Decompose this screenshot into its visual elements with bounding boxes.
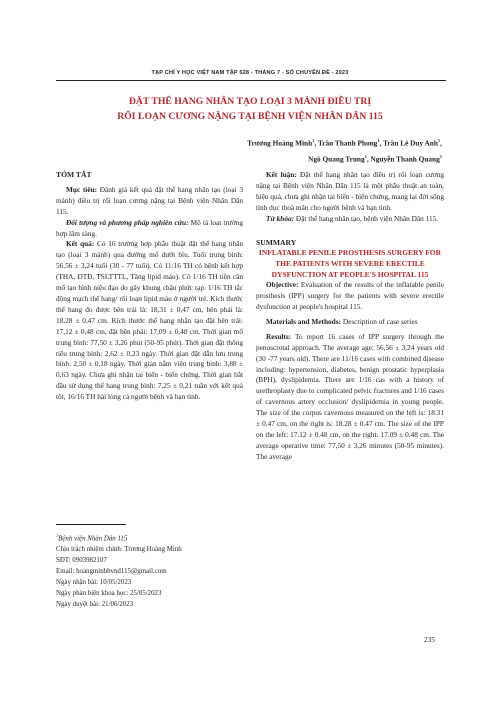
author-affiliation: 1 [377, 138, 380, 143]
results-en-paragraph [256, 332, 444, 463]
header-rule [56, 80, 446, 81]
author-affiliation: 1 [312, 138, 315, 143]
keywords-label: Từ khóa: [266, 213, 295, 223]
results-text: Có 16 trường hợp phẫu thuật đặt thể hang nhân tạo (loại 3 mảnh) qua đường mổ dưới bìu. Tuổi trung bình: 56,56 ± 3,24 tuổi (30 - 77 tuổi). Có 11/16 TH có bệnh kết hợp (THA, ĐTĐ, TSLTTTL, Tăng lipid máu). Có 1/16 TH tiền căn mổ tạo hình niệu đạo do gãy khung chậu phức tạp. 1/16 TH tắc động mạch thể hang/ rối loạn lipid máu ở người trẻ. Kích thước thể hang đo được bên trái là: 18,31 ± 0,47 cm, bên phải là: 18,28 ± 0,47 cm. Kích thước thể hang nhân tạo đặt bên trái: 17,12 ± 0,48 cm, đặt bên phải: 17,09 ± 0,48 cm. Thời gian mổ trung bình: 77,50 ± 3,26 phút (50-95 phút). Thời gian đặt thông tiểu trung bình: 2,62 ± 0,23 ngày. Thời gian đặt dẫn lưu trung bình: 2,50 ± 0,18 ngày. Thời gian nằm viện trung bình: 3,88 ± 0,63 ngày. Chưa ghi nhận tai biến - biến chứng. Thời gian bắt đầu sử dụng thể hang trung bình: 7,25 ± 0,21 tuần với kết quả tốt, 16/16 TH hài lòng cả người bệnh và bạn tình. [56, 239, 243, 402]
conclusion-label: Kết luận: [266, 170, 297, 179]
keywords-text: Đặt thể hang nhân tạo, bệnh viện Nhân Dân 115. [294, 213, 439, 223]
methods-text: Mô tả loạt trường hợp lâm sàng. [56, 217, 243, 238]
author-name: Ngô Quang Trung [308, 154, 365, 164]
conclusion-text: Đặt thể hang nhân tạo điều trị rối loạn cương nặng tại Bệnh viện Nhân Dân 115 là một phẫu thuật an toàn, hiệu quả, chưa ghi nhận tai biến - biến chứng, mang lại đời sống tình dục thoả mãn cho người bệnh và bạn tình. [256, 170, 445, 212]
author-name: Trần Thanh Phong [317, 138, 378, 148]
summary-heading: SUMMARY [256, 237, 297, 247]
methods-paragraph [56, 218, 243, 240]
results-en-label: Results: [266, 331, 292, 341]
author-name: Nguyễn Thanh Quang [370, 154, 440, 164]
objective-paragraph [56, 185, 243, 218]
article-title-line-1: ĐẶT THỂ HANG NHÂN TẠO LOẠI 3 MẢNH ĐIỀU TRỊ [128, 96, 372, 107]
objective-en-text: Evaluation of the results of the inflatable penile prosthesis (IPP) surgery for the patients with severe erectile dysfunction at people's hospital 115. [256, 280, 444, 312]
methods-en-label: Materials and Methods: [266, 316, 341, 326]
footnote-reviewed: Ngày phản biện khoa học: 25/05/2023 [56, 589, 162, 597]
footnote [56, 531, 246, 611]
results-label: Kết quả: [66, 239, 95, 249]
keywords-paragraph [256, 214, 444, 225]
article-title-line-2: RỐI LOẠN CƯƠNG NẶNG TẠI BỆNH VIỆN NHÂN DÂN 115 [117, 111, 383, 122]
footnote-received: Ngày nhận bài: 10/05/2023 [56, 578, 132, 586]
objective-en-label: Objective: [266, 280, 299, 290]
objective-en-paragraph [256, 280, 444, 313]
footnote-responsible: Chịu trách nhiệm chính: Trương Hoàng Minh [56, 546, 182, 554]
abstract-heading: TÓM TẮT [56, 170, 92, 179]
author-affiliation: 1 [437, 138, 441, 143]
page-number: 235 [424, 636, 435, 644]
footnote-affiliation-mark: 1 [56, 533, 59, 538]
abstract-vietnamese [56, 170, 243, 403]
methods-en-paragraph [256, 317, 444, 328]
english-title: INFLATABLE PENILE PROSTHESIS SURGERY FOR THE PATIENTS WITH SEVERE ERECTILE DYSFUNCTION AT PEOPLE'S HOSPITAL 115 [258, 248, 442, 279]
author-line-2: Ngô Quang Trung$^1$, Nguyễn Thanh Quang$^1$ [308, 154, 442, 164]
journal-header: TẠP CHÍ Y HỌC VIỆT NAM TẬP 528 - THÁNG 7 - SỐ CHUYÊN ĐỀ - 2023 [151, 70, 349, 76]
author-line-1: Trương Hoàng Minh$^1$, Trần Thanh Phong$^1$, Trần Lê Duy Anh$^1$, [247, 138, 442, 148]
footnote-accepted: Ngày duyệt bài: 21/06/2023 [56, 600, 134, 608]
footnote-email: Email: hoangminhbvnd115@gmail.com [56, 568, 167, 576]
author-affiliation: 1 [364, 154, 367, 159]
author-name: Trương Hoàng Minh [247, 138, 313, 148]
footnote-rule [56, 524, 126, 525]
objective-label: Mục tiêu: [66, 184, 98, 194]
methods-en-text: Description of case series [341, 316, 418, 326]
footnote-affiliation [56, 531, 246, 545]
objective-text: Đánh giá kết quả đặt thể hang nhân tạo (loại 3 mảnh) điều trị rối loạn cương nặng tại Bệnh viện Nhân Dân 115. [56, 184, 243, 216]
author-name: Trần Lê Duy Anh [383, 138, 438, 148]
results-en-text: To report 16 cases of IPP surgery through the penoscrotal approach. The average age: 56,56 ± 3,24 years old (30 -77 years old). There are 11/16 cases with combined disease including: hypertension, diabetes, benign prostatic hyperplasia (BPH), dyslipidemia. There are 1/16 cas with a history of urethroplasty due to complicated pelvic fractures and 1/16 cases of cavernous artery occlusion/ dyslipidemia in young people. The size of the corpus cavernous measured on the left is: 18.31 ± 0.47 cm, on the right is: 18.28 ± 0.47 cm. The size of the IPP on the left: 17.12 ± 0.48 cm, on the right: 17.09 ± 0.48 cm. The average operative time: 77,50 ± 3,26 minutes (50-95 minutes). The average [256, 331, 444, 461]
footnote-affiliation-text: Bệnh viện Nhân Dân 115 [58, 535, 128, 543]
abstract-right-column [256, 170, 444, 463]
results-paragraph [56, 239, 243, 403]
conclusion-paragraph [256, 170, 444, 214]
author-affiliation: 1 [439, 154, 442, 159]
methods-label: Đối tượng và phương pháp nghiên cứu: [66, 217, 189, 227]
footnote-phone: SĐT: 0903982107 [56, 557, 107, 565]
